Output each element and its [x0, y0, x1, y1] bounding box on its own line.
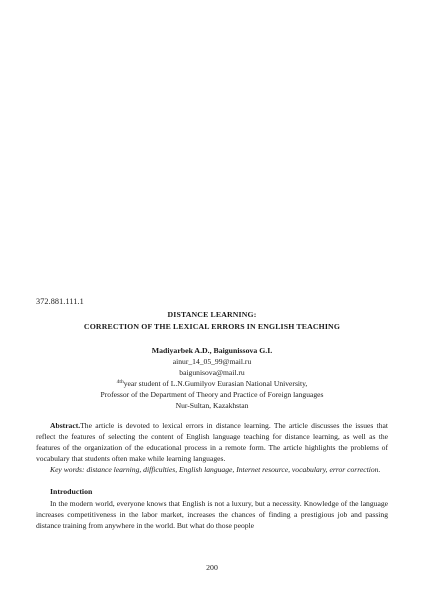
- abstract-label: Abstract.: [50, 421, 81, 430]
- paper-title-line-2: CORRECTION OF THE LEXICAL ERRORS IN ENGLISH TEACHING: [83, 322, 341, 331]
- affiliation-superscript: 4th: [116, 379, 124, 385]
- keywords-label: Key words:: [50, 465, 85, 474]
- introduction-paragraph: In the modern world, everyone knows that English is not a luxury, but a necessity. Knowledge of the language increases competitiveness in the labor market, increases the chances of finding a prestigious job and passing distance training from anywhere in the world. But what do those people: [36, 499, 388, 530]
- introduction-heading: Introduction: [50, 487, 93, 496]
- authors: Madiyarbek A.D., Baigunissova G.I.: [151, 346, 273, 355]
- affiliation-line-3: Nur-Sultan, Kazakhstan: [175, 401, 249, 410]
- affiliation-line-2: Professor of the Department of Theory and Practice of Foreign languages: [100, 390, 324, 399]
- keywords-text: distance learning, difficulties, English language, Internet resource, vocabulary, error correction.: [86, 465, 381, 474]
- author-email-2: baigunisova@mail.ru: [179, 368, 245, 377]
- keywords-paragraph: [36, 464, 388, 475]
- paper-title-line-1: DISTANCE LEARNING:: [167, 310, 257, 319]
- affiliation-line-1-text: year student of L.N.Gumilyov Eurasian National University,: [123, 379, 308, 388]
- page-number: 200: [206, 563, 218, 572]
- udc-code: 372.881.111.1: [36, 297, 84, 306]
- affiliation-line-1: [0, 379, 424, 388]
- abstract-paragraph: [36, 420, 388, 464]
- author-email-1: ainur_14_05_99@mail.ru: [172, 357, 252, 366]
- abstract-text: The article is devoted to lexical errors in distance learning. The article discusses the issues that reflect the features of selecting the content of English language teaching for distance learning, as well as the features of the organization of the educational process in a remote form. The article highlights the problems of vocabulary that students often make while learning languages.: [36, 421, 388, 463]
